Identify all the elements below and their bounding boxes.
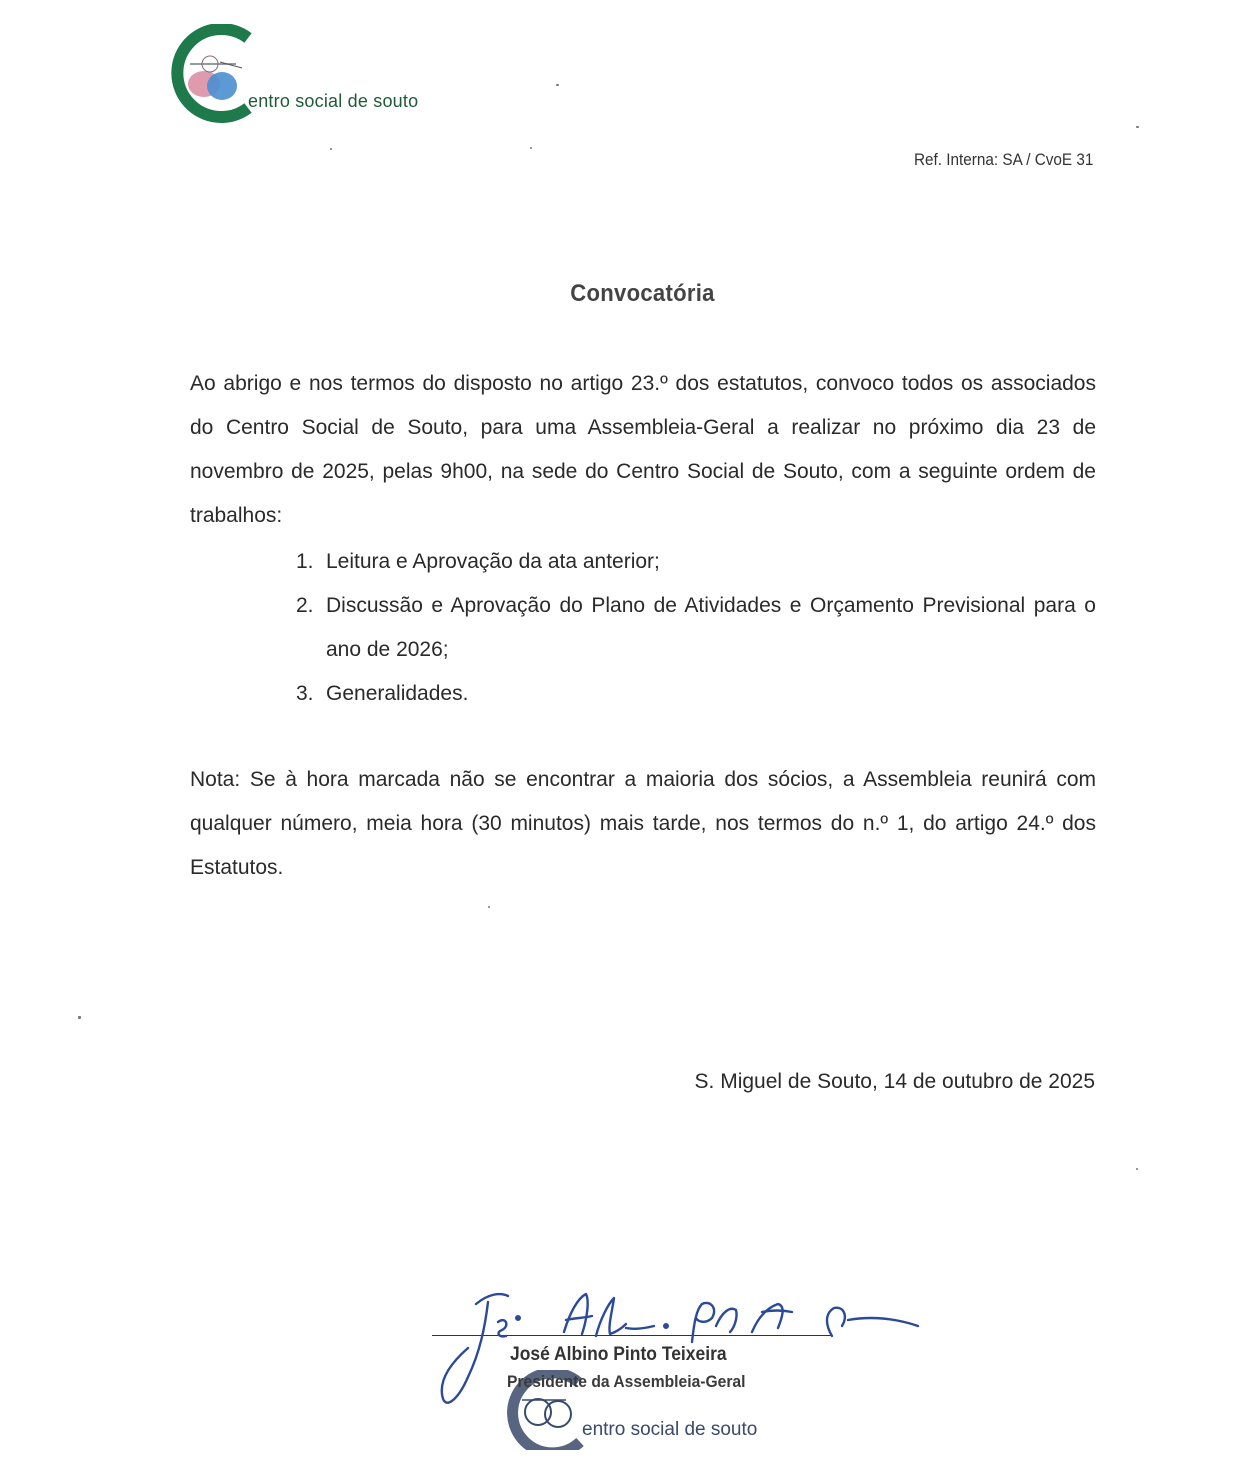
logo-text: entro social de souto [248, 91, 419, 111]
scan-speck [1136, 126, 1139, 128]
handwritten-signature [440, 1282, 930, 1427]
note-paragraph: Nota: Se à hora marcada não se encontrar a maioria dos sócios, a Assembleia reunirá com qualquer número, meia hora (30 minutos) mais tarde, nos termos do n.º 1, do artigo 24.º dos Estatutos. [190, 768, 1096, 879]
scan-speck [1136, 1168, 1138, 1170]
signatory-name: José Albino Pinto Teixeira [510, 1344, 727, 1365]
scan-speck [78, 1016, 81, 1019]
document-title: Convocatória [570, 280, 715, 307]
agenda-item-text: Leitura e Aprovação da ata anterior; [326, 550, 660, 573]
date-line: S. Miguel de Souto, 14 de outubro de 2025 [694, 1070, 1095, 1093]
agenda-item [296, 540, 1096, 584]
agenda-item-number: 3. [296, 682, 314, 705]
internal-reference: Ref. Interna: SA / CvoE 31 [913, 150, 1093, 169]
agenda-list [296, 540, 1096, 716]
agenda-item-number: 2. [296, 594, 314, 617]
intro-paragraph: Ao abrigo e nos termos do disposto no artigo 23.º dos estatutos, convoco todos os associados do Centro Social de Souto, para uma Assembleia-Geral a realizar no próximo dia 23 de novembro de 2025, pelas 9h00, na sede do Centro Social de Souto, com a seguinte ordem de trabalhos: [190, 372, 1096, 527]
agenda-item [296, 672, 1096, 716]
scan-speck [530, 147, 532, 149]
stamp-text: entro social de souto [582, 1419, 758, 1440]
signatory-role: Presidente da Assembleia-Geral [507, 1372, 746, 1391]
agenda-item [296, 584, 1096, 672]
agenda-item-text: Discussão e Aprovação do Plano de Atividades e Orçamento Previsional para o ano de 2026; [326, 594, 1096, 661]
signature-scribble-icon [440, 1282, 930, 1422]
scan-speck [556, 84, 559, 86]
scan-speck [330, 148, 332, 150]
agenda-item-text: Generalidades. [326, 682, 469, 705]
scan-speck [488, 906, 490, 908]
organization-logo [160, 24, 460, 124]
agenda-item-number: 1. [296, 550, 314, 573]
